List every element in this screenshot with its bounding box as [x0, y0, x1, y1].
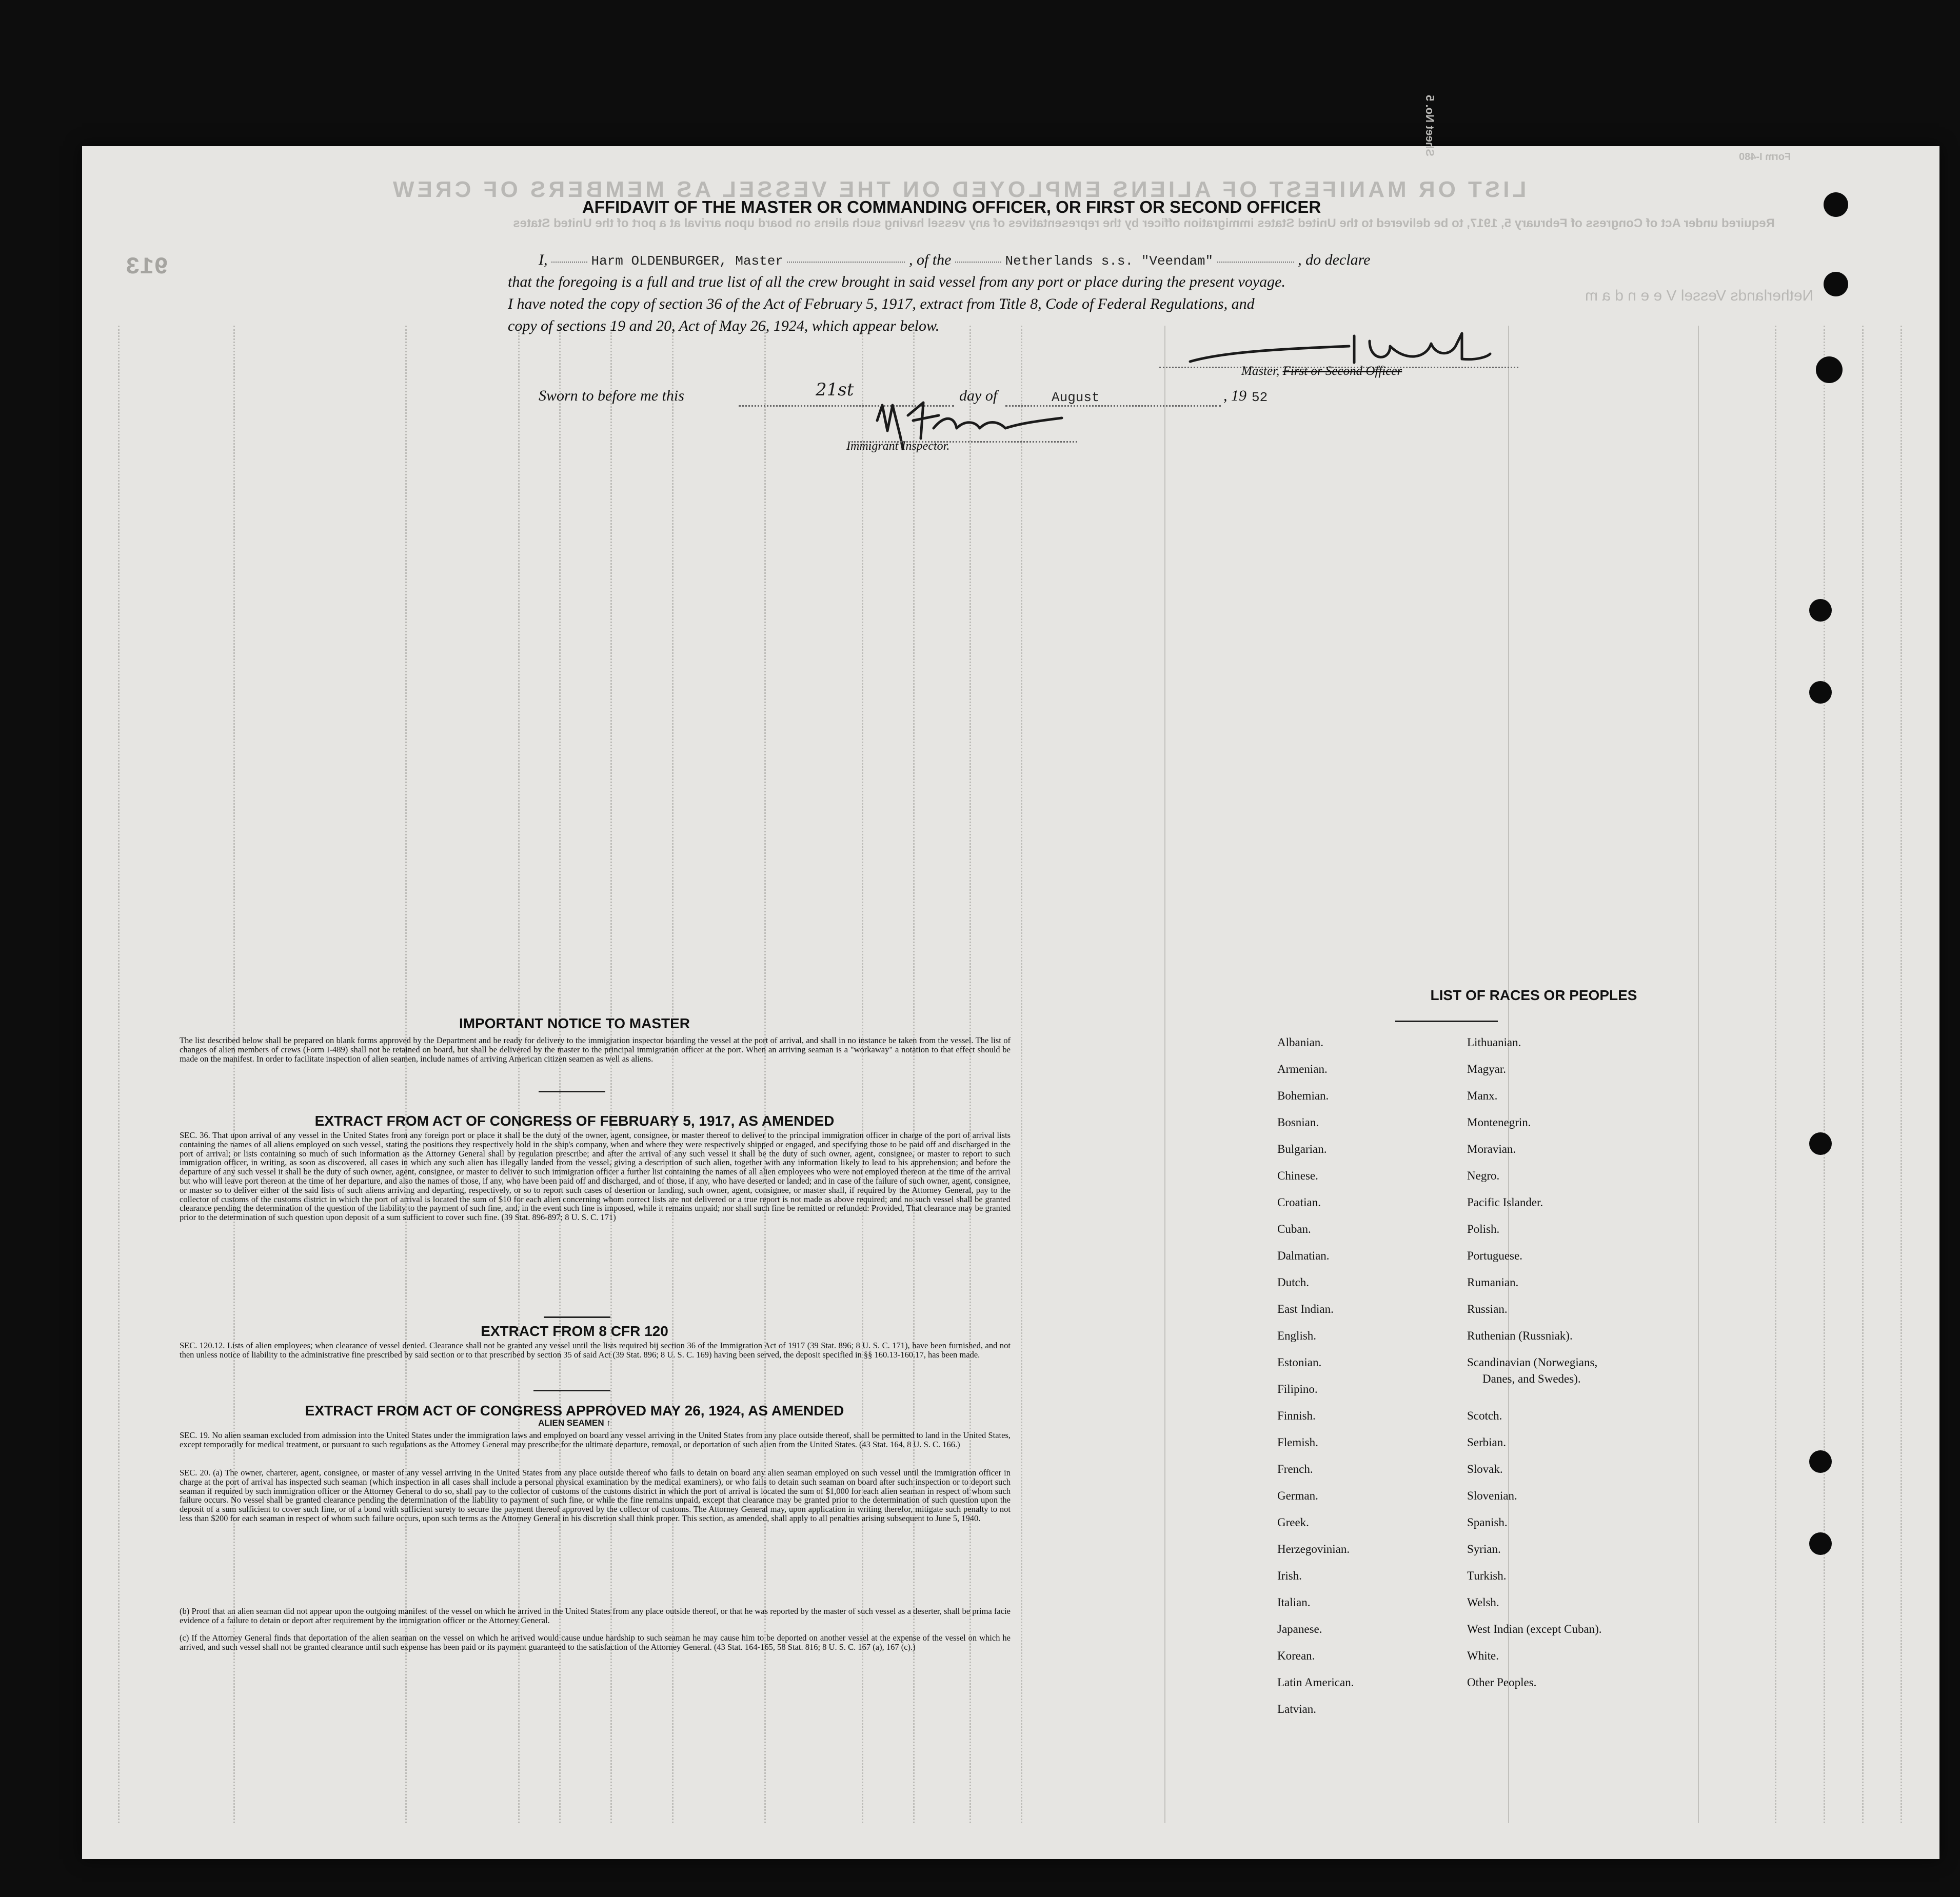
race-left: French. — [1277, 1463, 1313, 1475]
race-left: Bosnian. — [1277, 1116, 1319, 1129]
punch-hole — [1809, 681, 1832, 704]
affidavit-do-declare: , do declare — [1298, 251, 1371, 268]
master-name: Harm OLDENBURGER, Master — [591, 253, 783, 269]
race-left: Bohemian. — [1277, 1089, 1329, 1102]
punch-hole — [1816, 356, 1843, 383]
race-right: Manx. — [1467, 1089, 1498, 1102]
race-right: Turkish. — [1467, 1569, 1507, 1582]
grid-line — [1698, 326, 1699, 1823]
sworn-line — [539, 387, 684, 405]
bleed-through-form-no: Form I-480 — [1739, 151, 1791, 163]
race-right: Rumanian. — [1467, 1276, 1519, 1289]
race-right: Moravian. — [1467, 1143, 1516, 1155]
race-left: Herzegovinian. — [1277, 1543, 1350, 1555]
extract-1924-sec20b: (b) Proof that an alien seaman did not appear upon the outgoing manifest of the vessel on which he arrived in the United States from any place outside thereof, or that he was reported by the master of such vessel as a deserter, shall be prima facie evidence of a failure to detain or deport after requirement by the immigration officer or the Attorney General. — [180, 1606, 1011, 1625]
race-left: Dalmatian. — [1277, 1249, 1330, 1262]
sworn-day: 21st — [816, 380, 854, 400]
race-right: Welsh. — [1467, 1596, 1499, 1609]
grid-line — [1021, 326, 1022, 1823]
grid-line — [518, 326, 520, 1823]
grid-line — [969, 326, 971, 1823]
race-left: English. — [1277, 1329, 1317, 1342]
race-left: Irish. — [1277, 1569, 1302, 1582]
race-left: East Indian. — [1277, 1303, 1334, 1315]
dotted-leader — [955, 262, 1001, 263]
grid-line — [118, 326, 120, 1823]
race-right: Danes, and Swedes). — [1482, 1372, 1581, 1385]
race-right: Scotch. — [1467, 1409, 1502, 1422]
extract-1924-title: EXTRACT FROM ACT OF CONGRESS APPROVED MAY 26, 1924, AS AMENDED — [305, 1403, 844, 1419]
sworn-prefix: Sworn to before me this — [539, 387, 684, 404]
race-right: Portuguese. — [1467, 1249, 1522, 1262]
race-right: Serbian. — [1467, 1436, 1507, 1449]
dotted-leader — [551, 262, 587, 263]
grid-line — [1775, 326, 1776, 1823]
race-left: Albanian. — [1277, 1036, 1324, 1049]
race-left: Chinese. — [1277, 1169, 1318, 1182]
notice-title: IMPORTANT NOTICE TO MASTER — [459, 1015, 690, 1031]
sworn-day-of: day of — [959, 387, 998, 404]
grid-line — [233, 326, 235, 1823]
race-right: Syrian. — [1467, 1543, 1501, 1555]
race-left: Bulgarian. — [1277, 1143, 1327, 1155]
inspector-label: Immigrant Inspector. — [846, 440, 950, 453]
signer-role — [1241, 364, 1402, 378]
race-right: Montenegrin. — [1467, 1116, 1531, 1129]
extract-1924-sec19: SEC. 19. No alien seaman excluded from admission into the United States under the immigration laws and employed on board any vessel arriving in the United States from any place outside thereof, shall be permitted to land in the United States, except temporarily for medical treatment, or pursuant to such regulations as the Attorney General may prescribe for the ultimate departure, removal, or deportation of such alien from the United States. (43 Stat. 164, 8 U. S. C. 166.) — [180, 1430, 1011, 1449]
signer-role-master: Master, — [1241, 364, 1280, 378]
grid-line — [913, 326, 915, 1823]
race-right: Scandinavian (Norwegians, — [1467, 1356, 1598, 1369]
dotted-leader — [1217, 262, 1294, 263]
affidavit-line-1 — [539, 251, 1370, 269]
manifest-sheet — [82, 95, 1939, 1859]
race-left: Cuban. — [1277, 1223, 1311, 1235]
affidavit-title: AFFIDAVIT OF THE MASTER OR COMMANDING OFFICER, OR FIRST OR SECOND OFFICER — [582, 197, 1321, 216]
grid-line — [1862, 326, 1864, 1823]
race-left: Italian. — [1277, 1596, 1311, 1609]
punch-hole — [1809, 1450, 1832, 1473]
grid-line — [1824, 326, 1825, 1823]
sworn-year: 52 — [1252, 390, 1268, 405]
grid-line — [862, 326, 863, 1823]
extract-1924-sec20c: (c) If the Attorney General finds that deportation of the alien seaman on the vessel on which he arrived would cause undue hardship to such seaman he may cause him to be deported on another vessel at the expense of the vessel on which he arrived, and such vessel shall not be granted clearance until such expense has been paid or its payment guaranteed to the satisfaction of the Attorney General. (43 Stat. 164-165, 58 Stat. 816; 8 U. S. C. 167 (a), 167 (c).) — [180, 1633, 1011, 1652]
extract-1924-subtitle: ALIEN SEAMEN ↑ — [538, 1418, 611, 1428]
vessel-name: Netherlands s.s. "Veendam" — [1005, 253, 1214, 269]
punch-hole — [1809, 599, 1832, 622]
race-right: Spanish. — [1467, 1516, 1508, 1529]
punch-hole — [1824, 192, 1848, 217]
race-right: Polish. — [1467, 1223, 1500, 1235]
race-left: Croatian. — [1277, 1196, 1321, 1209]
bleed-through-subtitle: Required under Act of Congress of February 5, 1917, to be delivered to the United States immigration officer by the representatives of any vessel having such aliens on board upon arrival at a port of the United States — [513, 216, 1775, 230]
grid-line — [405, 326, 407, 1823]
punch-hole — [1809, 1532, 1832, 1555]
race-left: Korean. — [1277, 1649, 1315, 1662]
race-left: Finnish. — [1277, 1409, 1316, 1422]
race-left: German. — [1277, 1489, 1318, 1502]
grid-line — [559, 326, 561, 1823]
race-right: Magyar. — [1467, 1063, 1507, 1075]
grid-line — [764, 326, 766, 1823]
race-right: Pacific Islander. — [1467, 1196, 1543, 1209]
affidavit-of-the: , of the — [908, 251, 952, 268]
race-right: Russian. — [1467, 1303, 1508, 1315]
grid-line — [610, 326, 612, 1823]
race-left: Armenian. — [1277, 1063, 1328, 1075]
extract-1924-sec20a: SEC. 20. (a) The owner, charterer, agent, consignee, or master of any vessel arriving in the United States from any place outside thereof who fails to detain on board any alien seaman employed on such vessel until the immigration officer in charge at the port of arrival has inspected such seaman (which inspection in all cases shall include a personal physical examination by the medical examiners), or who fails to detain such seaman on board after such inspection or to deport such seaman if required by such immigration officer or the Attorney General to do so, shall pay to the collector of customs of the customs district in which the port of arrival is located the sum of $1,000 for each alien seaman in respect of whom such failure occurs. No vessel shall be granted clearance pending the determination of the liability to payment of such fine, or while the fine remains unpaid, except that clearance may be granted prior to the determination of such question upon the deposit of a sum sufficient to cover such fine, or of a bond with sufficient surety to secure the payment thereof approved by the collector of customs. The Attorney General may, upon application in writing therefor, mitigate such penalty to not less than $200 for each seaman in respect of whom such failure occurs, upon such terms as the Attorney General in his discretion shall think proper. This section, as amended, shall apply to all penalties arising subsequent to June 5, 1940. — [180, 1468, 1011, 1523]
race-left: Latvian. — [1277, 1703, 1316, 1715]
race-right: Other Peoples. — [1467, 1676, 1537, 1689]
extract-cfr-title: EXTRACT FROM 8 CFR 120 — [481, 1323, 668, 1339]
signer-role-struck: First or Second Officer — [1282, 364, 1402, 378]
races-rule — [1395, 1021, 1498, 1022]
punch-hole — [1809, 1132, 1832, 1155]
race-left: Estonian. — [1277, 1356, 1322, 1369]
bleed-through-sheet-no: Sheet No. 5 — [1423, 95, 1436, 156]
bleed-through-stamp: 913 — [126, 254, 168, 281]
races-title: LIST OF RACES OR PEOPLES — [1430, 987, 1637, 1003]
race-right: Slovenian. — [1467, 1489, 1517, 1502]
bleed-through-title: LIST OR MANIFEST OF ALIENS EMPLOYED ON THE VESSEL AS MEMBERS OF CREW — [390, 177, 1527, 202]
extract-1917-rule — [544, 1316, 610, 1318]
affidavit-i: I, — [539, 251, 548, 268]
race-left: Greek. — [1277, 1516, 1309, 1529]
extract-1917-title: EXTRACT FROM ACT OF CONGRESS OF FEBRUARY 5, 1917, AS AMENDED — [314, 1113, 835, 1129]
race-right: White. — [1467, 1649, 1499, 1662]
race-left: Filipino. — [1277, 1383, 1318, 1395]
race-right: Slovak. — [1467, 1463, 1503, 1475]
race-left: Japanese. — [1277, 1623, 1322, 1635]
extract-1917-text: SEC. 36. That upon arrival of any vessel in the United States from any foreign port or place it shall be the duty of the owner, agent, consignee, or master thereof to deliver to the principal immigration officer in charge of the port of arrival lists containing the names of all aliens employed on such vessel, stating the positions they respectively hold in the ship's company, when and where they were respectively shipped or engaged, and specifying those to be paid off and discharged in the port of arrival; or lists containing so much of such information as the Attorney General shall by regulation prescribe; and after the arrival of any such vessel it shall be the duty of such owner, agent, consignee, or master to report to such immigration officer, in writing, as soon as discovered, all cases in which any such alien has illegally landed from the vessel, giving a description of such alien, together with any information likely to lead to his apprehension; and before the departure of any such vessel it shall be the duty of such owner, agent, consignee, or master to deliver to such immigration officer a further list containing the names of all alien employees who were not employed thereon at the time of the arrival but who will leave port thereon at the time of her departure, and also the names of those, if any, who have been paid off and discharged, and of those, if any, who have deserted or landed; and in case of the failure of such owner, agent, consignee, or master so to deliver either of the said lists of such aliens arriving and departing, respectively, or so to report such cases of desertion or landing, such owner, agent, consignee, or master shall, if required by the Attorney General, pay to the collector of customs of the customs district in which the port of arrival is located the sum of $10 for each alien concerning whom correct lists are not delivered or a true report is not made as above required; and no such vessel shall be granted clearance pending the determination of the question of the liability to the payment of such fine, and, in the event such fine is imposed, while it remains unpaid; nor shall such fine be remitted or refunded: Provided, That clearance may be granted prior to the determination of such question upon deposit of a sum sufficient to cover such fine. (39 Stat. 896-897; 8 U. S. C. 171) — [180, 1130, 1011, 1223]
affidavit-line-4: copy of sections 19 and 20, Act of May 26, 1924, which appear below. — [508, 317, 940, 334]
grid-line — [1164, 326, 1165, 1823]
bleed-through-vessel: Netherlands Vessel V e e n d a m — [1585, 287, 1814, 304]
race-right: Lithuanian. — [1467, 1036, 1521, 1049]
race-right: Ruthenian (Russniak). — [1467, 1329, 1573, 1342]
race-right: Negro. — [1467, 1169, 1500, 1182]
grid-line — [1508, 326, 1509, 1823]
affidavit-line-3: I have noted the copy of section 36 of the Act of February 5, 1917, extract from Title 8, Code of Federal Regulations, and — [508, 295, 1255, 312]
notice-text: The list described below shall be prepared on blank forms approved by the Department and be ready for delivery to the immigration inspector boarding the vessel at the port of arrival, and shall in no instance be taken from the vessel. The list of changes of alien members of crews (Form I-489) shall not be retained on board, but shall be delivered by the master to the principal immigration officer at the port. When an arriving seaman is a "workaway" a notation to that effect should be made on the manifest. In order to facilitate inspection of alien seamen, include names of arriving American citizen seamen as well as aliens. — [180, 1035, 1011, 1064]
extract-cfr-rule — [533, 1390, 610, 1391]
race-right: West Indian (except Cuban). — [1467, 1623, 1602, 1635]
race-left: Dutch. — [1277, 1276, 1309, 1289]
grid-line — [1900, 326, 1902, 1823]
dotted-leader — [787, 262, 905, 263]
grid-line — [672, 326, 674, 1823]
race-left: Flemish. — [1277, 1436, 1318, 1449]
affidavit-line-2: that the foregoing is a full and true list of all the crew brought in said vessel from any port or place during the present voyage. — [508, 273, 1285, 290]
race-left: Latin American. — [1277, 1676, 1354, 1689]
sworn-month: August — [1052, 390, 1100, 405]
sworn-year-prefix: , 19 — [1223, 387, 1246, 404]
punch-hole — [1824, 272, 1848, 296]
extract-cfr-text: SEC. 120.12. Lists of alien employees; when clearance of vessel denied. Clearance shall not be granted any vessel until the lists required bij section 36 of the Immigration Act of 1917 (39 Stat. 896; 8 U. S. C. 171), have been furnished, and not then unless notice of liability to the administrative fine prescribed by said section or to that prescribed by section 35 of said Act (39 Stat. 896; 8 U. S. C. 169) having been served, the deposit specified in §§ 160.13-160.17, has been made. — [180, 1341, 1011, 1360]
notice-rule — [539, 1091, 605, 1092]
